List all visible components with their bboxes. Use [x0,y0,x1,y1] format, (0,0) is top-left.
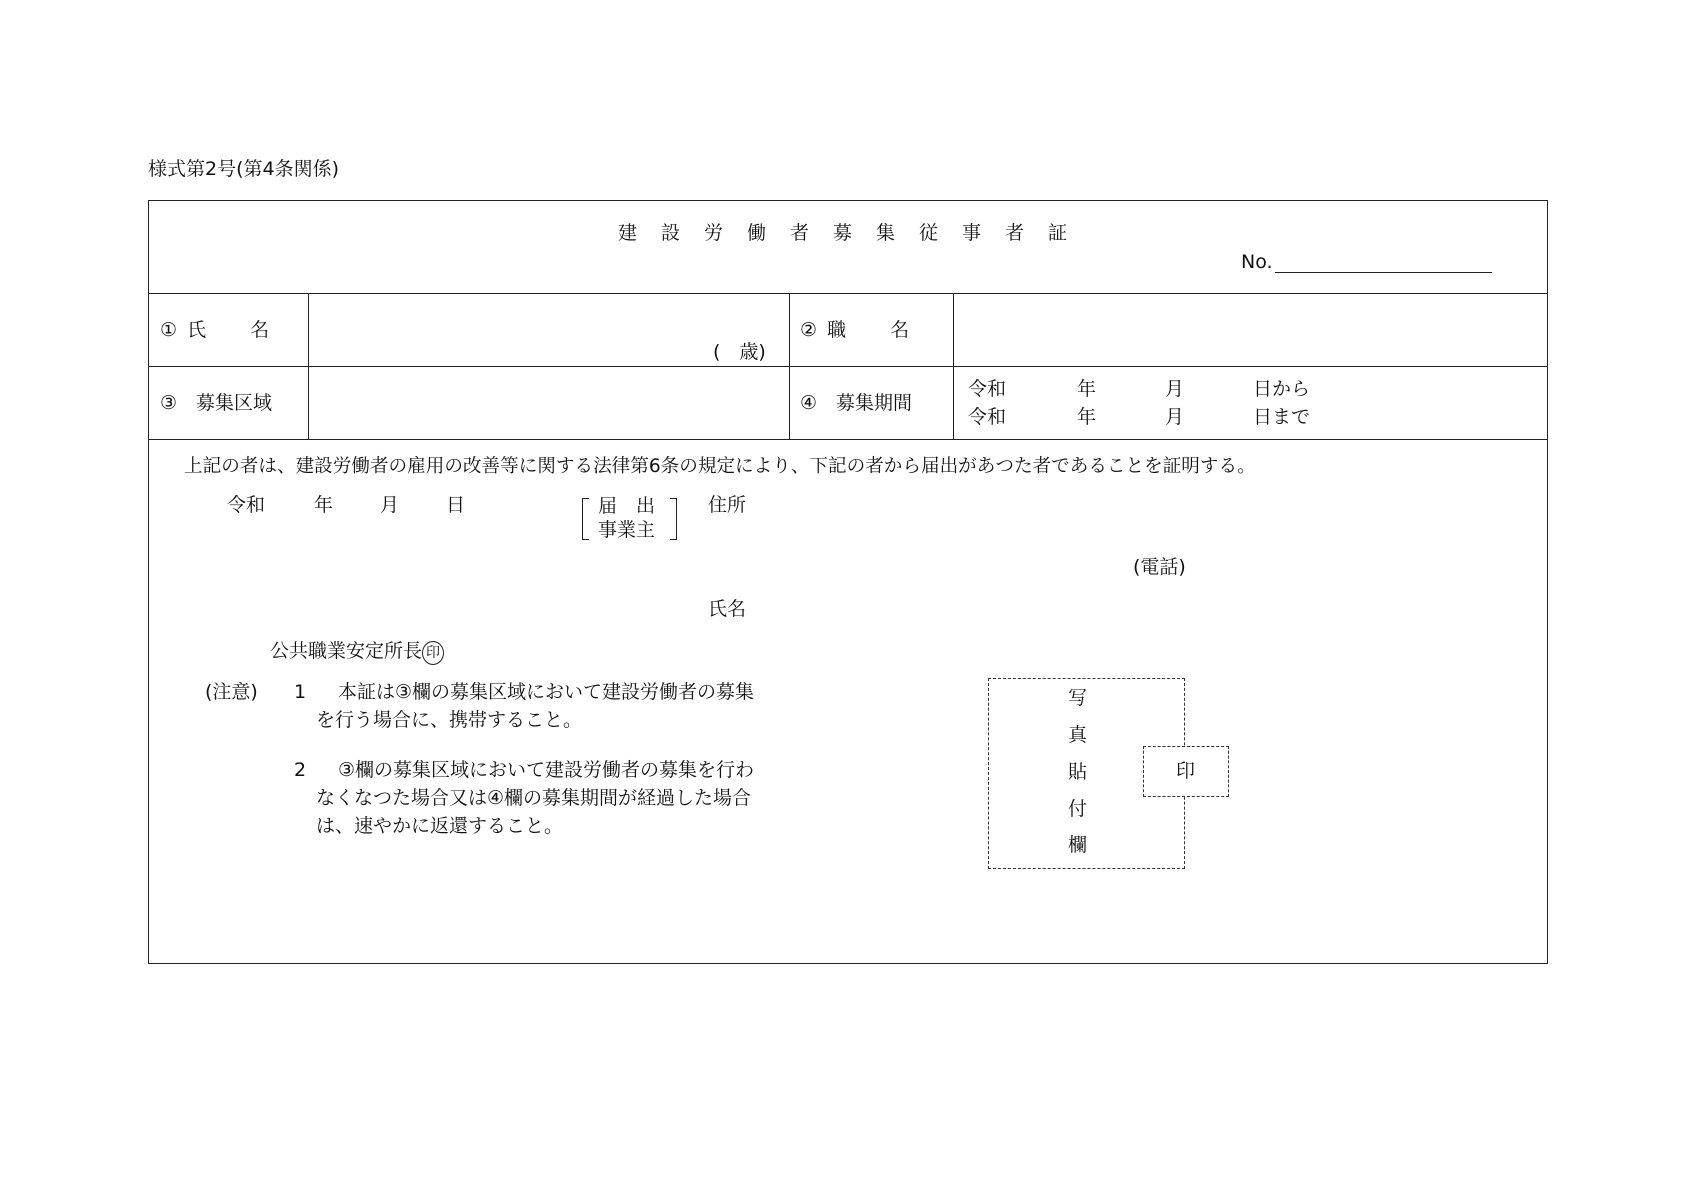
period-to-era: 令和 [968,406,1007,428]
note-2-line2: なくなつた場合又は④欄の募集期間が経過した場合 [316,787,752,809]
period-to-month: 月 [1165,406,1185,428]
period-to-day: 日まで [1253,406,1311,428]
certificate-title: 建設労働者募集従事者証 [618,222,1092,244]
photo-char: 写 [1068,687,1088,709]
address-label: 住所 [708,494,747,516]
note-1-line2: を行う場合に、携帯すること。 [316,709,583,731]
age-label: ( 歳) [713,341,766,363]
photo-char: 真 [1068,724,1088,746]
period-to-year: 年 [1077,406,1097,428]
period-from-era: 令和 [968,378,1007,400]
certification-statement: 上記の者は、建設労働者の雇用の改善等に関する法律第6条の規定により、下記の者から届出があつた者であることを証明する。 [184,456,1256,477]
period-from-month: 月 [1165,378,1185,400]
no-field[interactable] [1275,272,1492,273]
submitter-bottom: 事業主 [598,519,656,541]
note-1-number: 1 [294,681,307,703]
phone-label: (電話) [1133,556,1186,578]
photo-char: 貼 [1068,761,1088,783]
date-month: 月 [380,494,400,516]
submitter-name-label: 氏名 [708,598,747,620]
job-label: ② 職 名 [800,319,912,341]
area-field[interactable] [310,368,786,438]
job-field[interactable] [956,295,1546,365]
col-divider [953,293,954,439]
photo-char: 付 [1068,798,1088,820]
date-year: 年 [314,494,334,516]
photo-char: 欄 [1068,834,1088,856]
note-2-line3: は、速やかに返還すること。 [316,815,564,837]
notes-label: (注意) [205,681,258,703]
date-day: 日 [446,494,466,516]
date-era: 令和 [227,494,266,516]
row-divider [148,366,1548,367]
period-from-day: 日から [1253,378,1311,400]
area-label: ③ 募集区域 [160,392,273,414]
col-divider [789,293,790,439]
row-divider [148,439,1548,440]
note-2-number: 2 [294,759,307,781]
col-divider [308,293,309,439]
form-number: 様式第2号(第4条関係) [148,158,340,180]
row-divider [148,293,1548,294]
name-label: ① 氏 名 [160,319,272,341]
period-from-year: 年 [1077,378,1097,400]
note-2-line1: ③欄の募集区域において建設労働者の募集を行わ [338,759,755,781]
no-label: No. [1241,251,1273,273]
bracket-right [670,498,677,540]
office-label [270,641,444,665]
office-label-text: 公共職業安定所長 [270,640,423,662]
period-label: ④ 募集期間 [800,392,913,414]
submitter-top: 届 出 [598,495,656,517]
bracket-left [582,498,589,540]
seal-mark: 印 [422,641,444,665]
photo-seal-label: 印 [1176,760,1196,782]
note-1-line1: 本証は③欄の募集区域において建設労働者の募集 [338,681,755,703]
